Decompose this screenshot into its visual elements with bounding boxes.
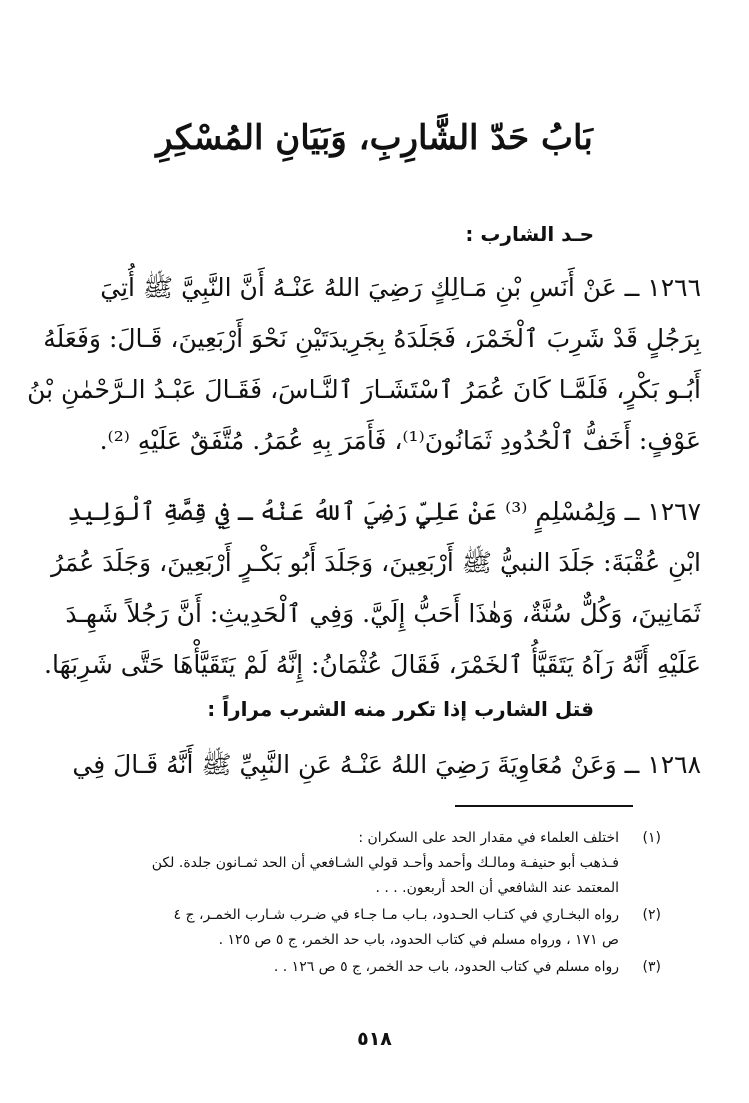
- footnote-number: (٣): [642, 959, 661, 975]
- footnote-number: (١): [642, 830, 661, 846]
- hadith-line: بِرَجُلٍ قَدْ شَرِبَ ٱلْخَمْرَ، فَجَلَدَهُ بِجَرِيدَتَيْنِ نَحْوَ أَرْبَعِينَ، قَـالَ: وَفَعَلَهُ: [43, 324, 701, 353]
- footnote-line: اختلف العلماء في مقدار الحد على السكران :: [358, 830, 619, 846]
- hadith-line: ثَمَانِينَ، وَكُلٌّ سُنَّةٌ، وَهٰذَا أَحَبُّ إِلَيَّ. وَفِي ٱلْحَدِيثِ: أَنَّ رَجُلاً شَهِـدَ: [65, 599, 701, 628]
- footnote-line: ص ١٧١ ، ورواه مسلم في كتاب الحدود، باب حد الخمر، ج ٥ ص ١٢٥ .: [218, 932, 619, 948]
- footnotes: [51, 826, 661, 982]
- hadith-line: عَلَيْهِ أَنَّهُ رَآهُ يَتَقَيَّأُ ٱلخَمْرَ، فَقَالَ عُثْمَانُ: إِنَّهُ لَمْ يَتَقَيَّأْهَا حَتَّى شَرِبَهَا.: [44, 650, 701, 679]
- hadith-line: ١٢٦٦ ــ عَنْ أَنَسِ بْنِ مَـالِكٍ رَضِيَ اللهُ عَنْـهُ أَنَّ النَّبِيَّ ﷺ أُتِيَ: [100, 273, 701, 302]
- hadith-line: أَبُـو بَكْرٍ، فَلَمَّـا كَانَ عُمَرُ ٱسْتَشَـارَ ٱلنَّـاسَ، فَقَـالَ عَبْـدُ الـرَّحْمٰنِ بْنُ: [27, 375, 701, 404]
- page-number: ٥١٨: [357, 1028, 392, 1050]
- footnote: [51, 903, 661, 953]
- hadith-1267: [25, 486, 701, 690]
- footnote-line: المعتمد عند الشافعي أن الحد أربعون. . . .: [375, 880, 619, 896]
- hadith-line: ١٢٦٧ ــ وَلِمُسْلِمٍ ⁽³⁾ عَنْ عَلِيٍّ رَضِيَ ٱللهُ عَنْهُ ـ فِي قِصَّةِ ٱلْوَلِيدِ: [67, 497, 701, 526]
- section-heading-drinker-punishment: حـد الشارب :: [465, 222, 594, 246]
- section-heading-repeat-offender: قتل الشارب إذا تكرر منه الشرب مراراً :: [207, 697, 594, 721]
- hadith-1268: [25, 739, 701, 790]
- hadith-line: عَوْفٍ: أَخَفُّ ٱلْحُدُودِ ثَمَانُونَ⁽¹⁾، فَأَمَرَ بِهِ عُمَرُ. مُتَّفَقٌ عَلَيْهِ ⁽²⁾.: [99, 426, 701, 455]
- hadith-line: ١٢٦٨ ــ وَعَنْ مُعَاوِيَةَ رَضِيَ اللهُ عَنْـهُ عَنِ النَّبِيِّ ﷺ أَنَّهُ قَـالَ فِي: [72, 750, 701, 779]
- footnote: [51, 955, 661, 980]
- chapter-title: بَابُ حَدّ الشَّارِبِ، وَبَيَانِ المُسْكِرِ: [156, 118, 593, 158]
- hadith-line: ابْنِ عُقْبَةَ: جَلَدَ النبيُّ ﷺ أَرْبَعِينَ، وَجَلَدَ أَبُو بَكْـرٍ أَرْبَعِينَ، وَجَلَدَ عُمَرُ: [51, 548, 701, 577]
- footnote-line: رواه مسلم في كتاب الحدود، باب حد الخمر، ج ٥ ص ١٢٦ . .: [273, 959, 619, 975]
- footnote-line: فـذهب أبو حنيفـة ومالـك وأحمد وأحـد قولي الشـافعي أن الحد ثمـانون جلدة. لكن: [151, 855, 619, 871]
- footnote-divider: [455, 805, 633, 807]
- footnote-line: رواه البخـاري في كتـاب الحـدود، بـاب مـا جـاء في ضـرب شـارب الخمـر، ج ٤: [173, 907, 619, 923]
- hadith-1266: [25, 262, 701, 466]
- footnote: [51, 826, 661, 901]
- footnote-number: (٢): [642, 907, 661, 923]
